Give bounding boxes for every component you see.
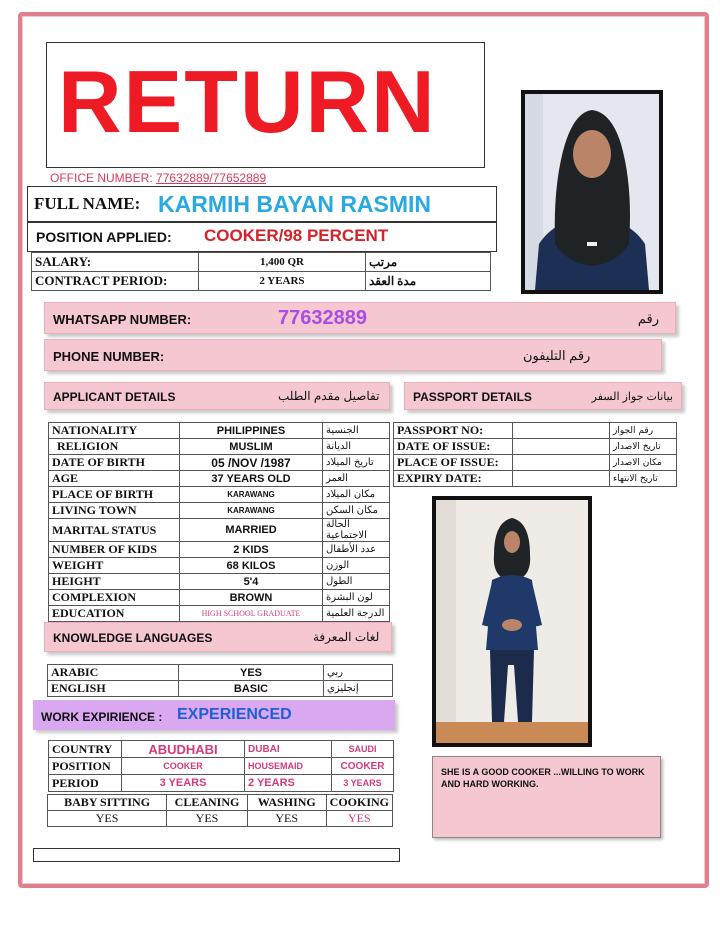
applicant-full-body-photo bbox=[432, 496, 592, 747]
language-label: ENGLISH bbox=[48, 681, 179, 697]
work-row-label: PERIOD bbox=[49, 775, 122, 792]
row-ar: تاريخ الميلاد bbox=[323, 455, 390, 471]
row-label: NUMBER OF KIDS bbox=[49, 542, 180, 558]
row-ar: عدد الأطفال bbox=[323, 542, 390, 558]
phone-ar: رقم التليفون bbox=[523, 348, 591, 363]
row-label: COMPLEXION bbox=[49, 590, 180, 606]
row-label: LIVING TOWN bbox=[49, 503, 180, 519]
row-ar: مكان الميلاد bbox=[323, 487, 390, 503]
position-value: COOKER/98 PERCENT bbox=[204, 226, 389, 245]
skill-header: CLEANING bbox=[167, 795, 248, 811]
work-period: 3 YEARS bbox=[122, 775, 245, 792]
whatsapp-ar: رقم bbox=[637, 311, 659, 326]
applicant-portrait-photo bbox=[521, 90, 663, 294]
languages-label: KNOWLEDGE LANGUAGES bbox=[53, 631, 213, 645]
language-ar: إنجليزي bbox=[324, 681, 393, 697]
passport-details-label: PASSPORT DETAILS bbox=[413, 390, 532, 404]
language-label: ARABIC bbox=[48, 665, 179, 681]
row-ar: الطول bbox=[323, 574, 390, 590]
table-row bbox=[394, 471, 677, 487]
skill-value: YES bbox=[48, 811, 167, 827]
work-experience-bar bbox=[33, 700, 395, 730]
row-value: MARRIED bbox=[180, 519, 323, 542]
table-row bbox=[49, 590, 390, 606]
work-country: ABUDHABI bbox=[122, 741, 245, 758]
table-row bbox=[49, 439, 390, 455]
contract-ar: مدة العقد bbox=[366, 272, 491, 291]
skill-value: YES bbox=[247, 811, 326, 827]
row-ar: لون البشرة bbox=[323, 590, 390, 606]
languages-ar: لغات المعرفة bbox=[313, 630, 380, 644]
work-period: 2 YEARS bbox=[245, 775, 332, 792]
table-row bbox=[49, 758, 394, 775]
table-row bbox=[48, 665, 393, 681]
applicant-details-bar bbox=[44, 382, 390, 410]
table-row bbox=[49, 558, 390, 574]
table-row bbox=[49, 542, 390, 558]
work-row-label: COUNTRY bbox=[49, 741, 122, 758]
salary-table bbox=[31, 252, 491, 291]
row-value: MUSLIM bbox=[180, 439, 323, 455]
table-row bbox=[49, 503, 390, 519]
work-row-label: POSITION bbox=[49, 758, 122, 775]
passport-row-ar: مكان الاصدار bbox=[610, 455, 677, 471]
row-label: HEIGHT bbox=[49, 574, 180, 590]
row-ar: العمر bbox=[323, 471, 390, 487]
table-row bbox=[48, 811, 393, 827]
work-experience-value: EXPERIENCED bbox=[177, 706, 292, 723]
contract-label: CONTRACT PERIOD: bbox=[32, 272, 199, 291]
row-value: KARAWANG bbox=[180, 503, 323, 519]
table-row bbox=[49, 741, 394, 758]
row-ar: الدرجة العلمية bbox=[323, 606, 390, 622]
whatsapp-value: 77632889 bbox=[278, 307, 367, 329]
skill-header: COOKING bbox=[326, 795, 392, 811]
languages-table bbox=[47, 664, 393, 697]
full-name-row bbox=[27, 186, 497, 222]
row-label: AGE bbox=[49, 471, 180, 487]
applicant-table bbox=[48, 422, 390, 622]
row-label: NATIONALITY bbox=[49, 423, 180, 439]
skill-value: YES bbox=[326, 811, 392, 827]
row-ar: الجنسية bbox=[323, 423, 390, 439]
office-label: OFFICE NUMBER: bbox=[50, 171, 153, 185]
language-value: YES bbox=[179, 665, 324, 681]
phone-bar bbox=[44, 339, 662, 371]
passport-details-bar bbox=[404, 382, 682, 410]
row-value: 68 KILOS bbox=[180, 558, 323, 574]
language-ar: ربي bbox=[324, 665, 393, 681]
office-number bbox=[50, 171, 266, 185]
table-row bbox=[48, 795, 393, 811]
row-ar: مكان السكن bbox=[323, 503, 390, 519]
row-label: WEIGHT bbox=[49, 558, 180, 574]
phone-label: PHONE NUMBER: bbox=[53, 349, 165, 364]
work-position: HOUSEMAID bbox=[245, 758, 332, 775]
salary-value: 1,400 QR bbox=[199, 253, 366, 272]
passport-row-label: PLACE OF ISSUE: bbox=[394, 455, 513, 471]
table-row bbox=[394, 455, 677, 471]
skill-header: WASHING bbox=[247, 795, 326, 811]
row-ar: الحالة الاجتماعية bbox=[323, 519, 390, 542]
row-label: PLACE OF BIRTH bbox=[49, 487, 180, 503]
row-label: MARITAL STATUS bbox=[49, 519, 180, 542]
passport-row-label: EXPIRY DATE: bbox=[394, 471, 513, 487]
passport-row-label: DATE OF ISSUE: bbox=[394, 439, 513, 455]
table-row bbox=[49, 519, 390, 542]
salary-label: SALARY: bbox=[32, 253, 199, 272]
passport-table bbox=[393, 422, 677, 487]
portrait-illustration bbox=[525, 94, 659, 290]
passport-details-ar: بيانات جواز السفر bbox=[591, 391, 673, 403]
table-row bbox=[48, 681, 393, 697]
skill-value: YES bbox=[167, 811, 248, 827]
row-ar: الوزن bbox=[323, 558, 390, 574]
row-value: PHILIPPINES bbox=[180, 423, 323, 439]
row-value: 5'4 bbox=[180, 574, 323, 590]
full-name-value: KARMIH BAYAN RASMIN bbox=[158, 191, 432, 217]
language-value: BASIC bbox=[179, 681, 324, 697]
row-value: KARAWANG bbox=[180, 487, 323, 503]
table-row bbox=[394, 423, 677, 439]
table-row bbox=[49, 574, 390, 590]
passport-row-ar: تاريخ الاصدار bbox=[610, 439, 677, 455]
passport-row-ar: تاريخ الانتهاء bbox=[610, 471, 677, 487]
skills-table bbox=[47, 794, 393, 827]
row-label: RELIGION bbox=[49, 439, 180, 455]
full-name-label: FULL NAME: bbox=[34, 194, 141, 213]
work-country: DUBAI bbox=[245, 741, 332, 758]
applicant-details-ar: تفاصيل مقدم الطلب bbox=[278, 389, 380, 403]
table-row bbox=[49, 471, 390, 487]
table-row bbox=[49, 455, 390, 471]
work-country: SAUDI bbox=[332, 741, 394, 758]
work-experience-label: WORK EXPIRIENCE : bbox=[41, 710, 163, 724]
position-label: POSITION APPLIED: bbox=[36, 229, 172, 245]
row-value: 05 /NOV /1987 bbox=[180, 455, 323, 471]
passport-row-label: PASSPORT NO: bbox=[394, 423, 513, 439]
work-position: COOKER bbox=[122, 758, 245, 775]
applicant-details-label: APPLICANT DETAILS bbox=[53, 390, 176, 404]
row-ar: الديانة bbox=[323, 439, 390, 455]
full-body-illustration bbox=[436, 500, 588, 743]
row-value: 37 YEARS OLD bbox=[180, 471, 323, 487]
contract-value: 2 YEARS bbox=[199, 272, 366, 291]
position-row bbox=[27, 222, 497, 252]
languages-bar bbox=[44, 622, 392, 652]
row-label: DATE OF BIRTH bbox=[49, 455, 180, 471]
row-value: BROWN bbox=[180, 590, 323, 606]
salary-ar: مرتب bbox=[366, 253, 491, 272]
whatsapp-label: WHATSAPP NUMBER: bbox=[53, 312, 192, 327]
table-row bbox=[49, 606, 390, 622]
row-value: HIGH SCHOOL GRADUATE bbox=[180, 606, 323, 622]
applicant-note: SHE IS A GOOD COOKER ...WILLING TO WORK AND HARD WORKING. bbox=[432, 756, 661, 838]
whatsapp-bar bbox=[44, 302, 676, 334]
return-title: RETURN bbox=[58, 52, 437, 151]
work-table bbox=[48, 740, 394, 792]
row-value: 2 KIDS bbox=[180, 542, 323, 558]
blank-field bbox=[33, 848, 400, 862]
table-row bbox=[49, 775, 394, 792]
table-row bbox=[394, 439, 677, 455]
work-position: COOKER bbox=[332, 758, 394, 775]
table-row bbox=[49, 487, 390, 503]
skill-header: BABY SITTING bbox=[48, 795, 167, 811]
table-row bbox=[49, 423, 390, 439]
office-value: 77632889/77652889 bbox=[156, 171, 267, 185]
passport-row-ar: رقم الجواز bbox=[610, 423, 677, 439]
row-label: EDUCATION bbox=[49, 606, 180, 622]
work-period: 3 YEARS bbox=[332, 775, 394, 792]
